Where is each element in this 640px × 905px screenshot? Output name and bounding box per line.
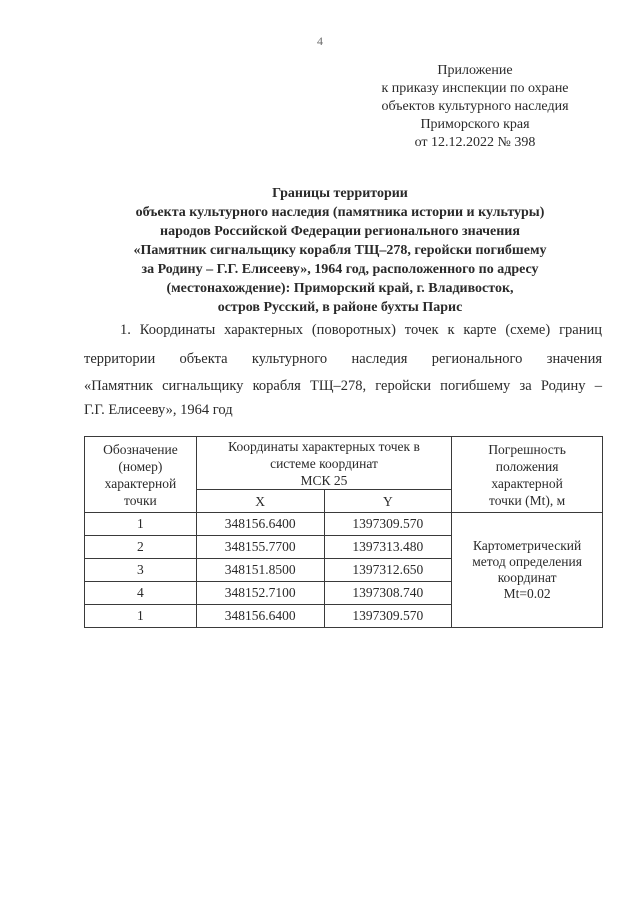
- appendix-line: объектов культурного наследия: [381, 99, 569, 114]
- cell-y: 1397308.740: [324, 582, 452, 605]
- appendix-line: к приказу инспекции по охране: [381, 81, 569, 96]
- cell-accuracy: [452, 513, 603, 628]
- header-accuracy-line: точки (Mt), м: [489, 492, 566, 508]
- cell-x: 348156.6400: [196, 513, 324, 536]
- paragraph-line: территории объекта культурного наследия регионального значения: [84, 351, 602, 367]
- paragraph-line: «Памятник сигнальщику корабля ТЩ–278, геройски погибшему за Родину –: [84, 378, 602, 394]
- heading-line: (местонахождение): Приморский край, г. Владивосток,: [166, 281, 514, 296]
- header-accuracy: [452, 437, 603, 513]
- accuracy-line: метод определения: [472, 554, 582, 569]
- heading-line: «Памятник сигнальщику корабля ТЩ–278, геройски погибшему: [133, 243, 547, 258]
- appendix-line: Приморского края: [420, 117, 530, 132]
- accuracy-line: Картометрический: [472, 538, 582, 553]
- header-point-line: (номер): [118, 458, 163, 474]
- header-point-line: характерной: [104, 475, 177, 491]
- header-y: Y: [324, 490, 452, 513]
- cell-x: 348156.6400: [196, 605, 324, 628]
- appendix-block: [350, 62, 600, 152]
- header-coordinates-line: системе координат: [270, 455, 378, 471]
- table-row: [85, 513, 603, 536]
- cell-y: 1397309.570: [324, 605, 452, 628]
- cell-point: 4: [85, 582, 197, 605]
- header-coordinates: [196, 437, 451, 490]
- cell-point: 1: [85, 513, 197, 536]
- appendix-line: Приложение: [437, 63, 513, 78]
- cell-x: 348151.8500: [196, 559, 324, 582]
- heading-line: за Родину – Г.Г. Елисееву», 1964 год, расположенного по адресу: [141, 262, 539, 277]
- appendix-line: от 12.12.2022 № 398: [414, 135, 536, 150]
- header-x: X: [196, 490, 324, 513]
- heading-line: объекта культурного наследия (памятника истории и культуры): [135, 205, 545, 220]
- page-number: 4: [317, 34, 323, 48]
- cell-x: 348152.7100: [196, 582, 324, 605]
- header-accuracy-line: характерной: [491, 475, 563, 491]
- header-coordinates-line: Координаты характерных точек в: [228, 438, 420, 454]
- accuracy-line: координат: [497, 570, 557, 585]
- heading-line: Границы территории: [272, 186, 408, 201]
- cell-y: 1397313.480: [324, 536, 452, 559]
- heading-line: народов Российской Федерации регионального значения: [160, 224, 520, 239]
- cell-point: 2: [85, 536, 197, 559]
- header-coordinates-line: МСК 25: [300, 472, 348, 488]
- cell-x: 348155.7700: [196, 536, 324, 559]
- accuracy-line: Mt=0.02: [503, 586, 551, 601]
- heading-line: остров Русский, в районе бухты Парис: [217, 300, 463, 315]
- cell-point: 3: [85, 559, 197, 582]
- header-point-line: Обозначение: [103, 441, 178, 457]
- coordinates-table: [84, 436, 603, 628]
- cell-point: 1: [85, 605, 197, 628]
- header-accuracy-line: Погрешность: [488, 441, 566, 457]
- document-heading: [60, 184, 620, 317]
- header-point: [85, 437, 197, 513]
- header-accuracy-line: положения: [495, 458, 559, 474]
- header-point-line: точки: [124, 492, 157, 508]
- paragraph-line: Г.Г. Елисееву», 1964 год: [84, 402, 233, 418]
- cell-y: 1397309.570: [324, 513, 452, 536]
- paragraph-line: 1. Координаты характерных (поворотных) точек к карте (схеме) границ: [120, 322, 602, 338]
- cell-y: 1397312.650: [324, 559, 452, 582]
